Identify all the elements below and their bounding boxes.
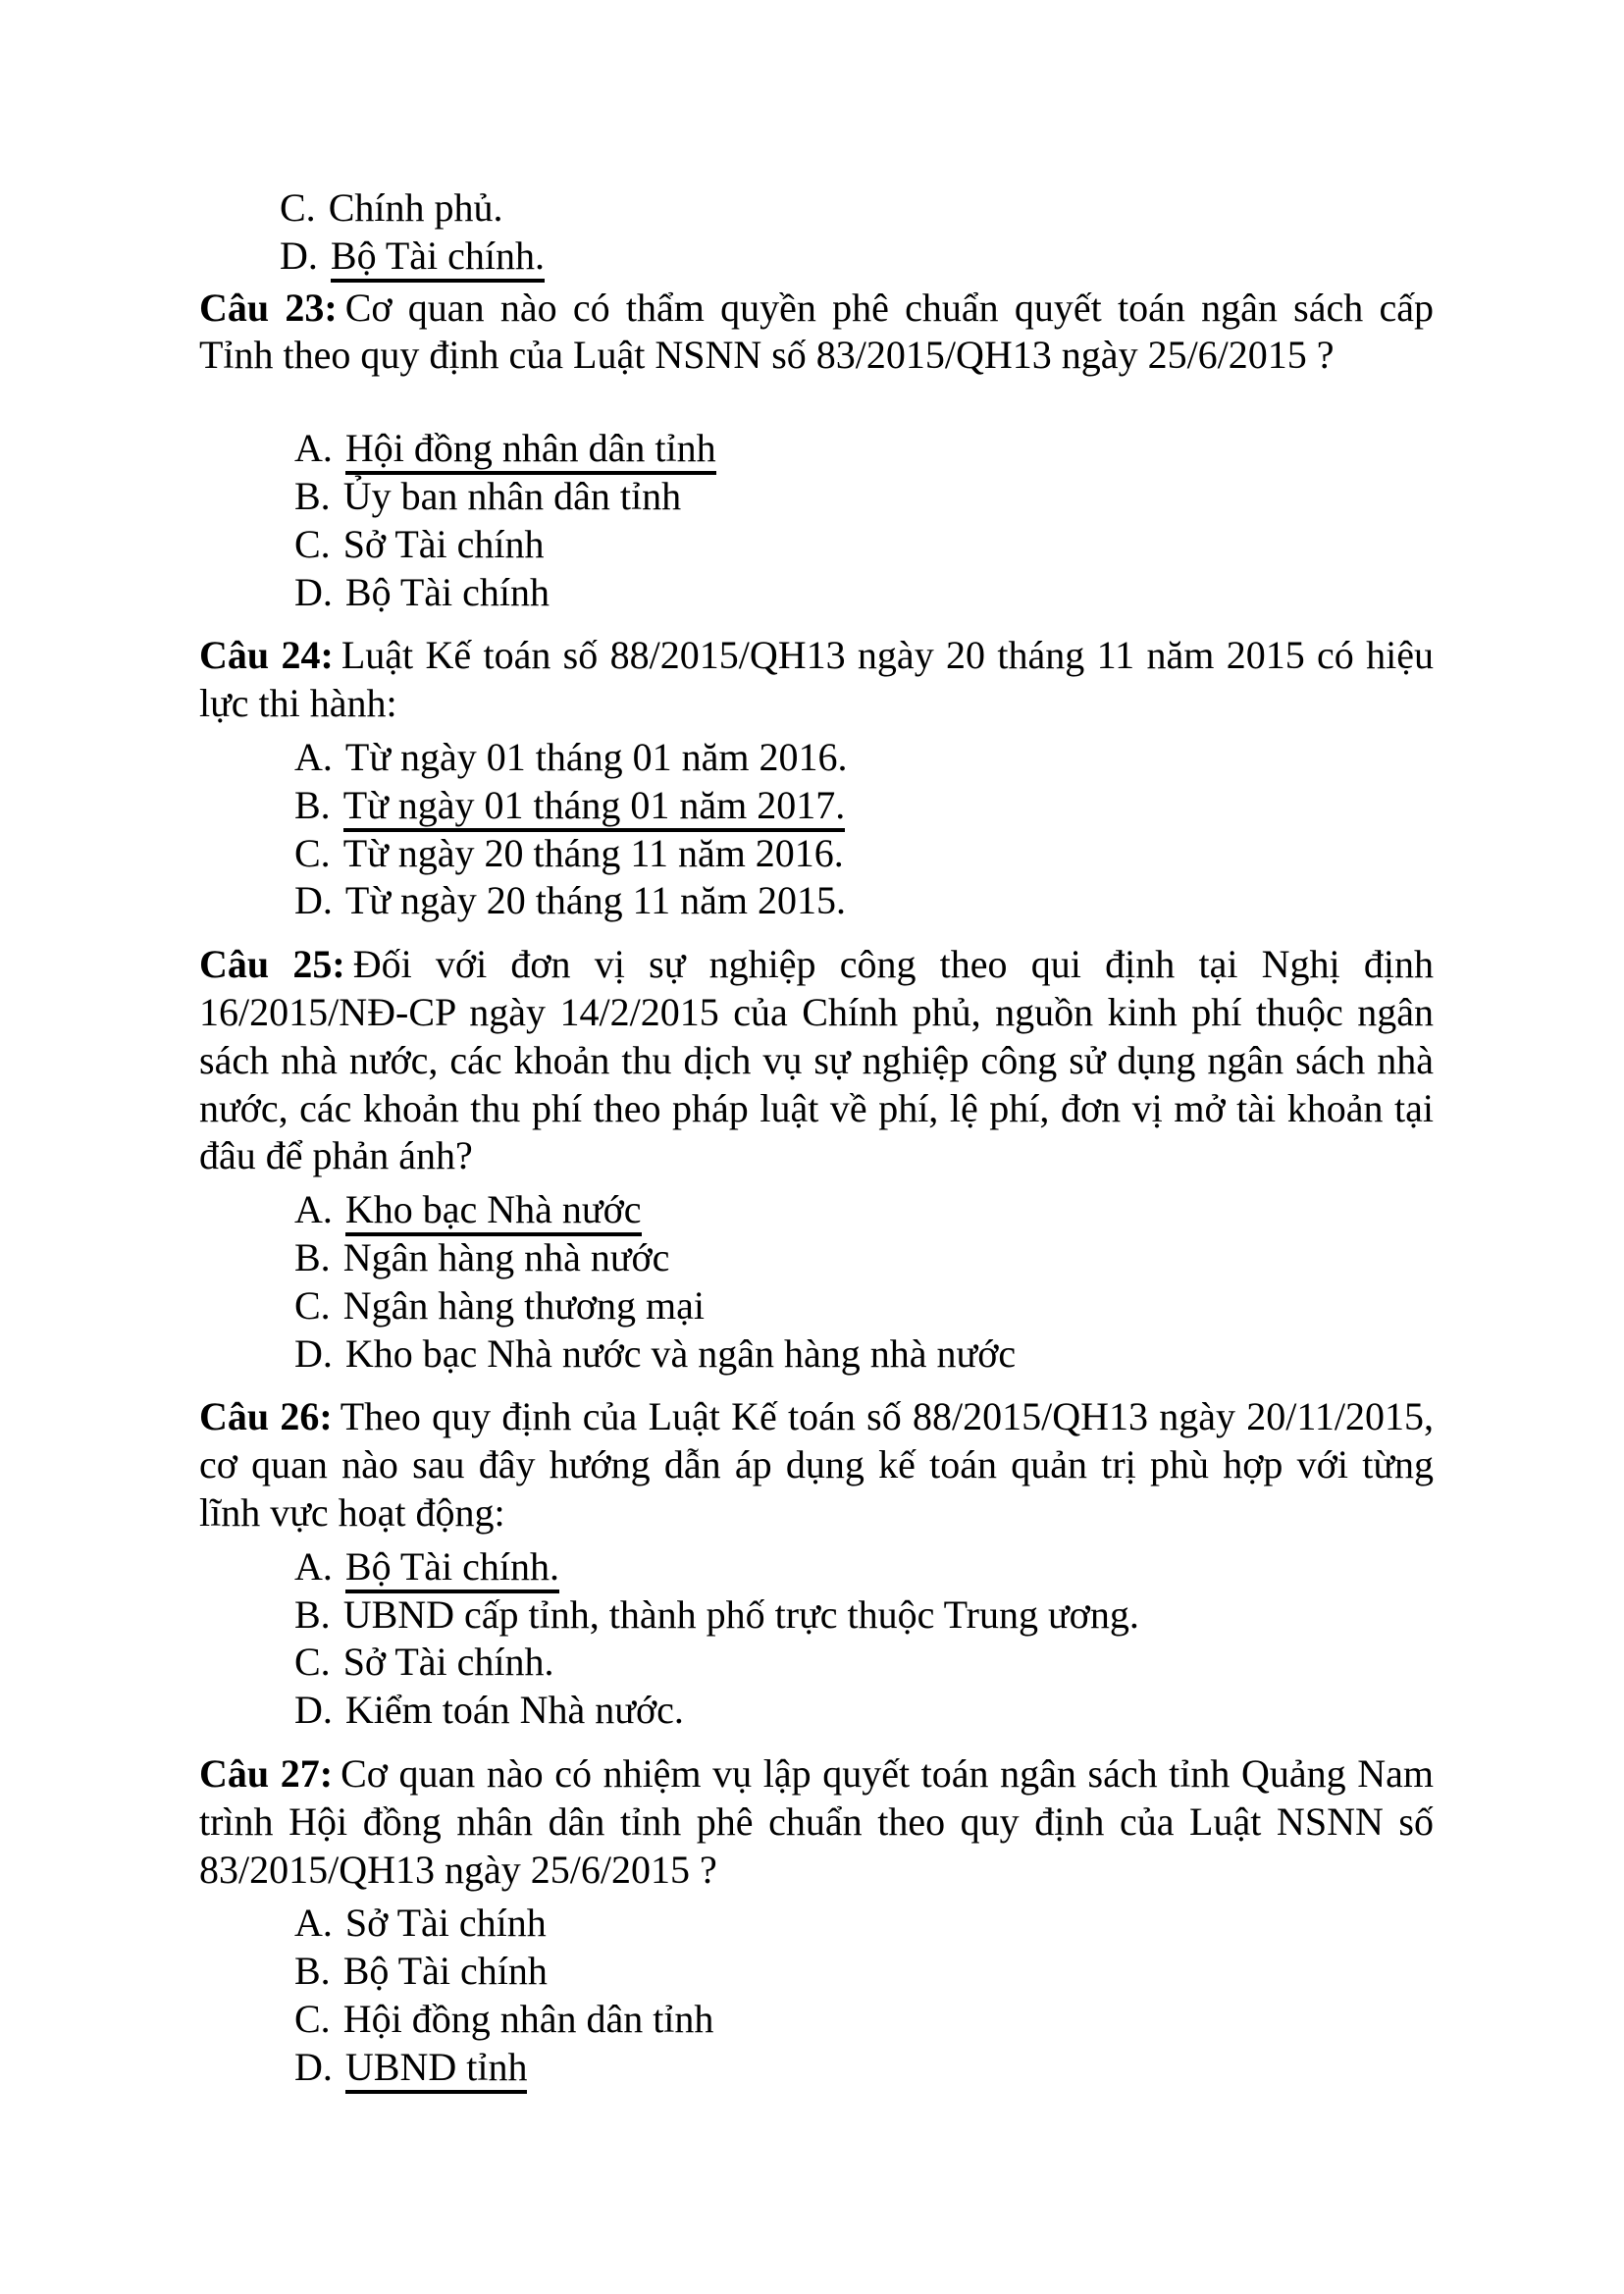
option-letter: D. [294, 1330, 333, 1376]
option-letter: D. [294, 878, 333, 923]
question-text: Đối với đơn vị sự nghiệp công theo qui định tại Nghị định 16/2015/NĐ-CP ngày 14/2/2015 của Chính phủ, nguồn kinh phí thuộc ngân sách nhà nước, các khoản thu dịch vụ sự nghiệp công sử dụng ngân sách nhà nước, các khoản thu phí theo pháp luật về phí, lệ phí, đơn vị mở tài khoản tại đâu để phản ánh? [199, 942, 1434, 1178]
answer-option [294, 1186, 1434, 1234]
question-number: Câu 24: [199, 633, 334, 678]
answer-option [294, 1591, 1434, 1640]
option-letter: A. [294, 1543, 333, 1589]
question-number: Câu 25: [199, 942, 345, 987]
option-letter: C. [294, 1640, 331, 1685]
option-text: Từ ngày 20 tháng 11 năm 2016. [342, 830, 844, 875]
question-paragraph [199, 1393, 1434, 1537]
answer-option [294, 1282, 1434, 1330]
option-letter: C. [294, 521, 331, 566]
answer-option [294, 734, 1434, 782]
answer-option [294, 830, 1434, 878]
option-text: UBND cấp tỉnh, thành phố trực thuộc Trung ương. [342, 1591, 1139, 1637]
option-text-marked-answer: Từ ngày 01 tháng 01 năm 2017. [343, 783, 846, 832]
answer-option [294, 1639, 1434, 1687]
question-paragraph [199, 1750, 1434, 1894]
answer-option [294, 521, 1434, 569]
option-letter: B. [294, 473, 331, 518]
options-list [199, 1186, 1434, 1378]
option-letter: C. [294, 1282, 331, 1328]
option-text: Sở Tài chính [342, 521, 545, 566]
answer-option [294, 782, 1434, 830]
option-text: Từ ngày 20 tháng 11 năm 2015. [344, 878, 847, 923]
option-letter: C. [280, 185, 316, 230]
answer-option [294, 1996, 1434, 2044]
options-list [199, 734, 1434, 925]
option-letter: A. [294, 426, 333, 471]
option-letter: D. [280, 233, 318, 278]
option-letter: B. [294, 1591, 331, 1637]
option-text: Kho bạc Nhà nước và ngân hàng nhà nước [344, 1330, 1017, 1376]
option-text-marked-answer: Bộ Tài chính. [331, 234, 545, 283]
option-text: Từ ngày 01 tháng 01 năm 2016. [344, 734, 848, 779]
option-text: Ngân hàng nhà nước [342, 1234, 670, 1279]
option-text: Bộ Tài chính [344, 569, 550, 614]
answer-option [294, 473, 1434, 521]
exam-content [199, 184, 1434, 2091]
answer-option [280, 184, 1434, 233]
option-text-marked-answer: Hội đồng nhân dân tỉnh [345, 426, 716, 475]
option-letter: B. [294, 782, 331, 827]
question-number: Câu 27: [199, 1750, 334, 1796]
option-text: Hội đồng nhân dân tỉnh [342, 1996, 714, 2041]
options-list [199, 1543, 1434, 1735]
answer-option [294, 1687, 1434, 1735]
option-text: Ủy ban nhân dân tỉnh [342, 473, 682, 518]
option-text: Kiểm toán Nhà nước. [344, 1688, 684, 1733]
options-list [199, 425, 1434, 616]
question-paragraph [199, 285, 1434, 381]
question-text: Luật Kế toán số 88/2015/QH13 ngày 20 tháng 11 năm 2015 có hiệu lực thi hành: [199, 633, 1435, 726]
answer-option [294, 1948, 1434, 1996]
answer-option [294, 2044, 1434, 2092]
options-list [199, 1900, 1434, 2091]
answer-option [294, 1900, 1434, 1948]
question-number: Câu 23: [199, 285, 338, 330]
option-text-marked-answer: Bộ Tài chính. [345, 1544, 559, 1593]
question-text: Cơ quan nào có nhiệm vụ lập quyết toán ngân sách tỉnh Quảng Nam trình Hội đồng nhân dân tỉnh phê chuẩn theo quy định của Luật NSNN số 83/2015/QH13 ngày 25/6/2015 ? [199, 1750, 1435, 1892]
option-letter: A. [294, 1901, 333, 1946]
answer-option [294, 1330, 1434, 1379]
question-paragraph [199, 632, 1434, 728]
option-letter: D. [294, 569, 333, 614]
option-text-marked-answer: UBND tỉnh [345, 2045, 528, 2094]
option-letter: D. [294, 1688, 333, 1733]
answer-option [294, 1543, 1434, 1591]
answer-option [294, 1234, 1434, 1282]
exam-document [199, 184, 1434, 2091]
option-text: Chính phủ. [328, 185, 503, 230]
option-text: Sở Tài chính. [342, 1640, 554, 1685]
option-letter: B. [294, 1949, 331, 1994]
question-paragraph [199, 941, 1434, 1180]
option-letter: A. [294, 1187, 333, 1232]
question-text: Theo quy định của Luật Kế toán số 88/2015/QH13 ngày 20/11/2015, cơ quan nào sau đây hướng dẫn áp dụng kế toán quản trị phù hợp với từng lĩnh vực hoạt động: [199, 1394, 1434, 1535]
option-text: Bộ Tài chính [342, 1949, 548, 1994]
option-letter: A. [294, 734, 333, 779]
option-letter: C. [294, 830, 331, 875]
answer-option [294, 569, 1434, 617]
question-number: Câu 26: [199, 1394, 333, 1439]
option-text-marked-answer: Kho bạc Nhà nước [345, 1187, 642, 1236]
question-text: Cơ quan nào có thẩm quyền phê chuẩn quyết toán ngân sách cấp Tỉnh theo quy định của Luật NSNN số 83/2015/QH13 ngày 25/6/2015 ? [199, 285, 1434, 378]
option-text: Ngân hàng thương mại [342, 1282, 706, 1328]
answer-option [294, 877, 1434, 925]
answer-option [280, 233, 1434, 281]
option-text: Sở Tài chính [344, 1901, 547, 1946]
option-letter: B. [294, 1234, 331, 1279]
option-letter: C. [294, 1996, 331, 2041]
answer-option [294, 425, 1434, 473]
option-letter: D. [294, 2044, 333, 2089]
